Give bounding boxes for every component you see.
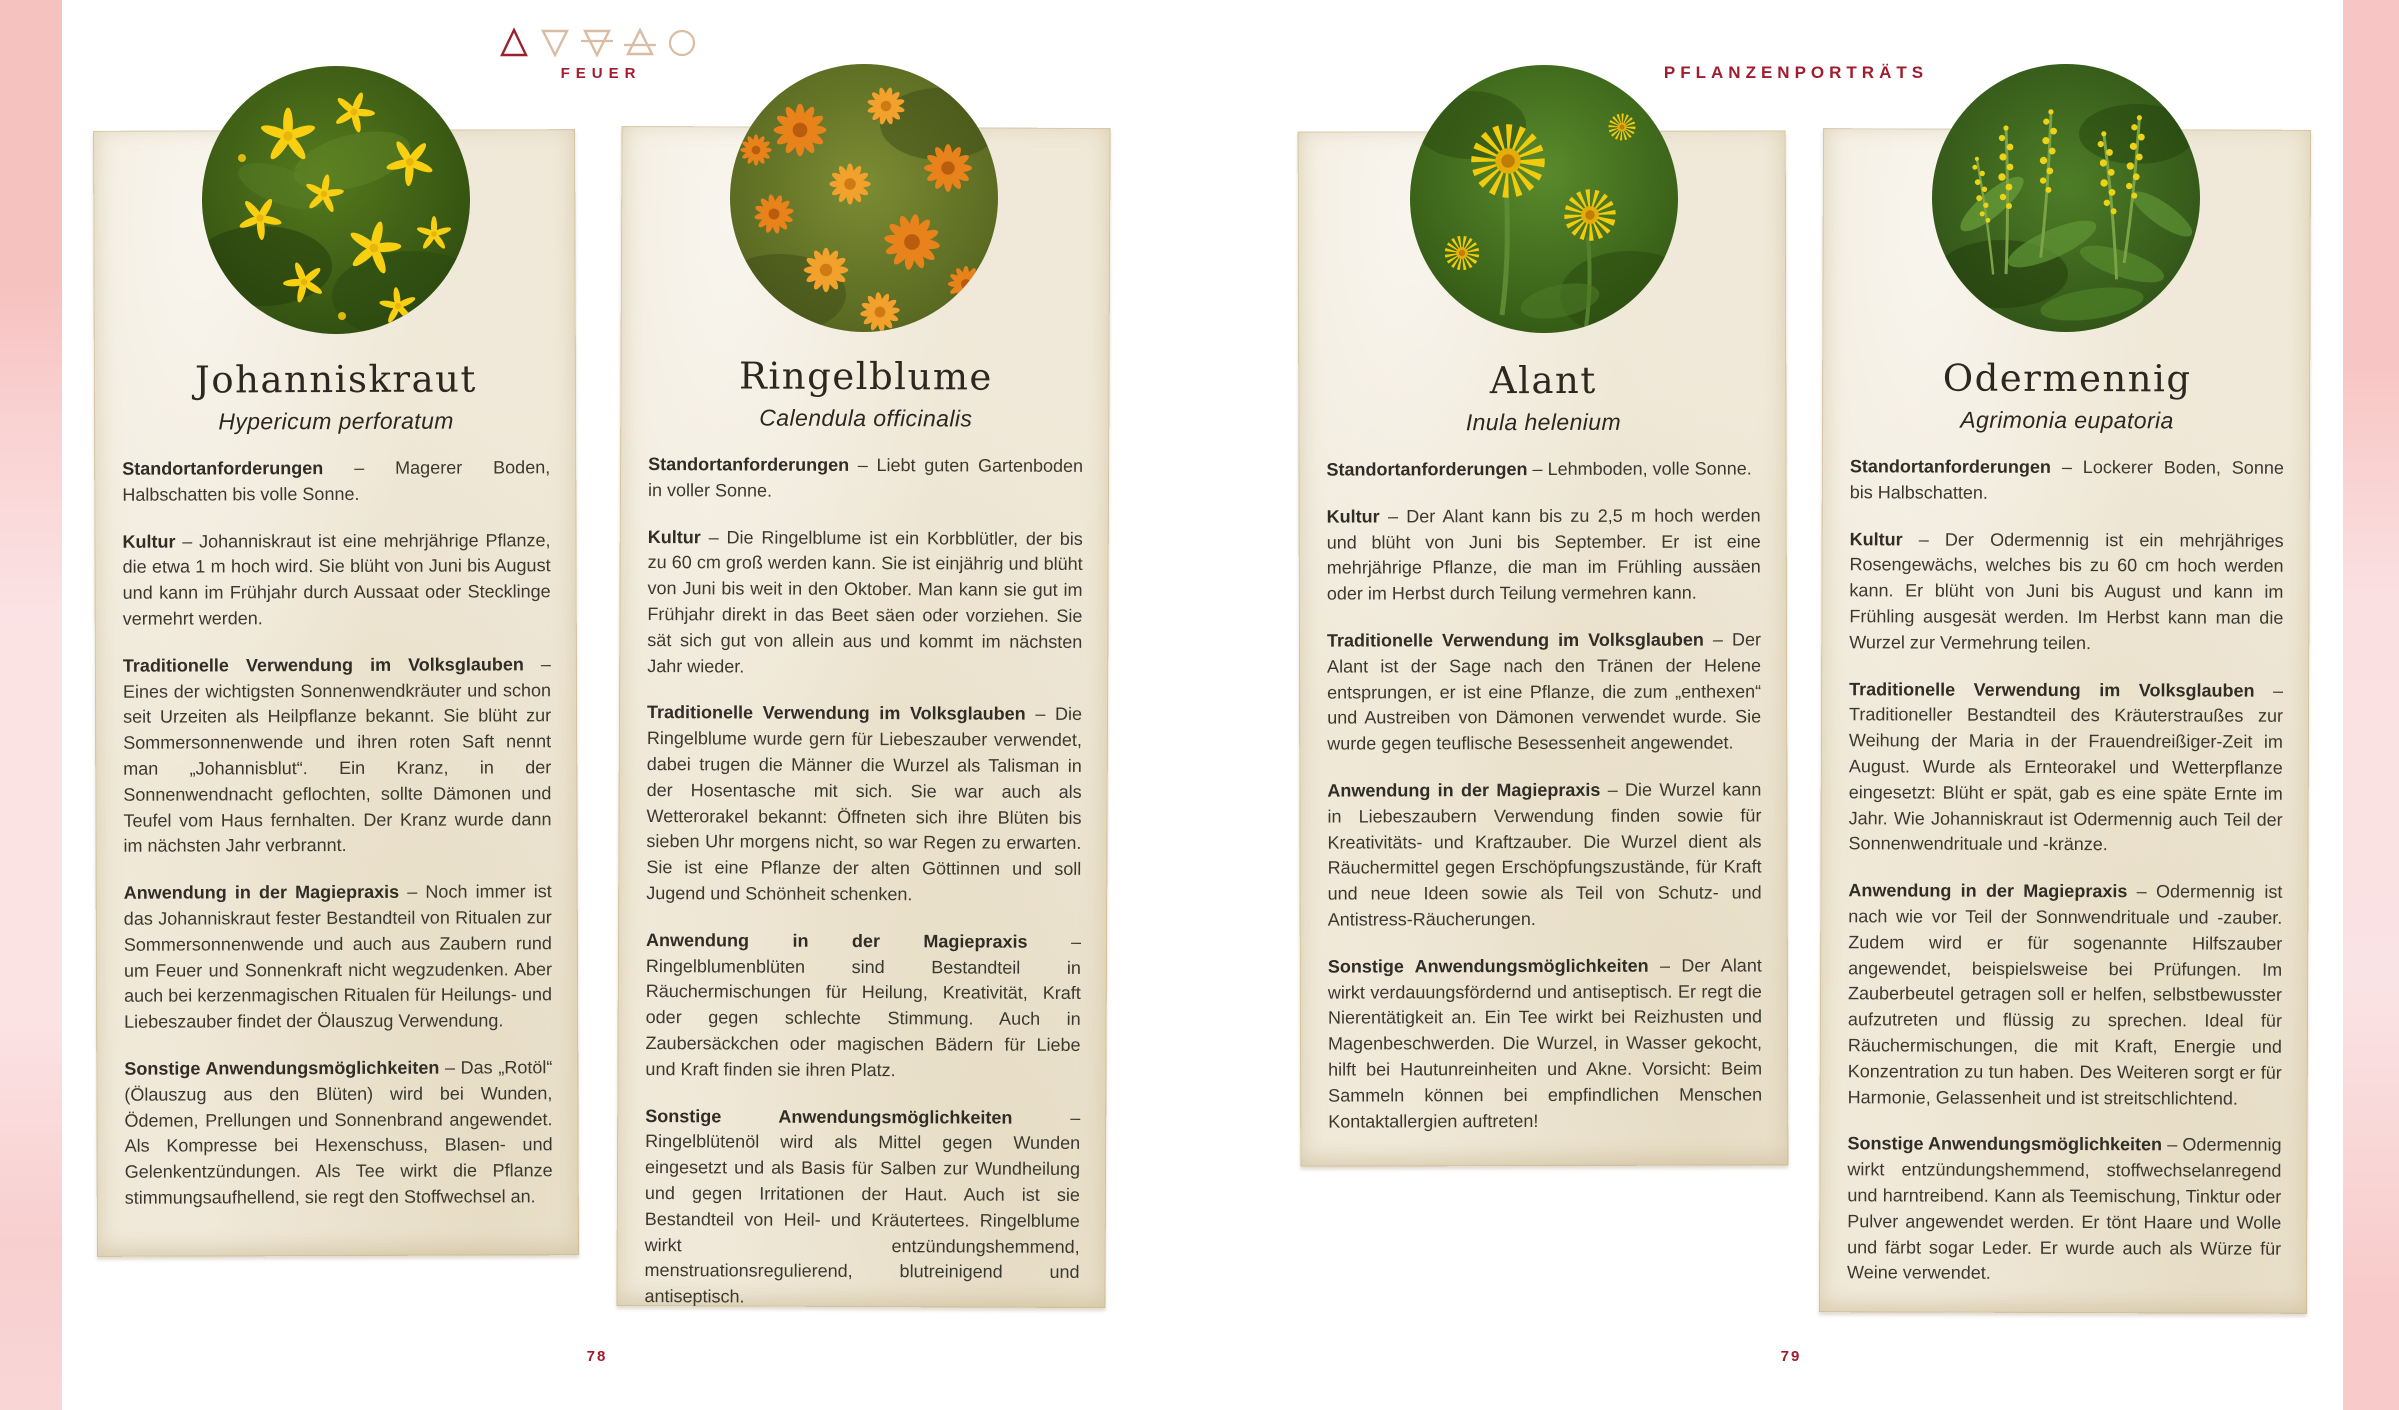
plant-name: Johanniskraut (194, 357, 477, 402)
section-text: – Der Alant wirkt verdauungsfördernd und antiseptisch. Er regt die Nierentätigkeit an. Ein Tee wirkt bei Reizhusten und Magenbeschwerden. Die Wurzel, in Wasser gekocht, hilft bei Hautunreinheiten und Akne. Vorsicht: Beim Sammeln können bei empfindlichen Menschen Kontaktallergien auftreten! (1327, 955, 1763, 1132)
element-symbols (448, 26, 748, 60)
section-text: – Magerer Boden, Halbschatten bis volle Sonne. (122, 457, 551, 505)
section-label: Kultur (1849, 528, 1903, 550)
plant-name: Odermennig (1942, 356, 2192, 401)
section-label: Sonstige Anwendungsmöglichkeiten (1327, 955, 1649, 977)
section-text: – Die Wurzel kann in Liebeszaubern Verwendung finden sowie für Kreativitäts- und Kraftzauber. Die Wurzel dient als Räuchermittel gegen Erschöpfungszustände, für Kraft und neue Ideen sowie als Teil von Schutz- und Antistress-Räucherungen. (1327, 779, 1762, 930)
plant-photo-ringelblume (730, 64, 998, 332)
chapter-header (448, 26, 748, 82)
section-label: Anwendung in der Magiepraxis (1848, 880, 2128, 902)
page-number-right: 79 (1780, 1348, 1802, 1365)
section-label: Traditionelle Verwendung im Volksglauben (646, 702, 1026, 725)
section-text: – Lockerer Boden, Sonne bis Halbschatten. (1849, 456, 2284, 503)
plant-name: Alant (1489, 358, 1597, 403)
section-label: Standortanforderungen (1326, 459, 1528, 480)
page-number-left: 78 (586, 1348, 608, 1365)
section-text: – Ringelblütenöl wird als Mittel gegen Wunden eingesetzt und als Basis für Salben zur Wundheilung und gegen Irritationen der Haut. Auch ist sie Bestandteil von Heil- und Kräutertees. Ringelblume wirkt entzündungshemmend, menstruationsregulierend, blutreinigend und antiseptisch. (644, 1107, 1081, 1307)
section-header: PFLANZENPORTRÄTS (1663, 63, 1929, 82)
section-text: – Eines der wichtigsten Sonnenwendkräuter und schon seit Urzeiten als Heilpflanze bekannt. Sie blüht zur Sommersonnenwende und ihren roten Saft nennt man „Johannisblut“. Ein Kranz, in der Sonnenwendnacht geflochten, sollte Dämonen und Teufel vom Haus fernhalten. Der Kranz wurde dann im nächsten Jahr verbrannt. (122, 654, 552, 857)
section-text: – Der Alant kann bis zu 2,5 m hoch werden und blüht von Juni bis September. Er ist eine mehrjährige Pflanze, die man im Frühling aussäen oder im Herbst durch Teilung vermehren kann. (1326, 505, 1761, 604)
section-text: – Das „Rotöl“ (Ölauszug aus den Blüten) wird bei Wunden, Ödemen, Prellungen und Sonnenbrand angewendet. Als Kompresse bei Hexenschuss, Blasen- und Gelenkentzündungen. Als Tee wirkt die Pflanze stimmungsaufhellend, sie regt den Stoffwechsel an. (124, 1057, 553, 1208)
section-label: Anwendung in der Magiepraxis (1327, 779, 1601, 801)
section-text: – Johanniskraut ist eine mehrjährige Pflanze, die etwa 1 m hoch wird. Sie blüht von Juni bis August und kann im Frühjahr durch Aussaat oder Stecklinge vermehrt werden. (122, 529, 551, 629)
water-triangle-icon (540, 26, 570, 60)
plant-name: Ringelblume (739, 354, 993, 399)
section-text: – Die Ringelblume wurde gern für Liebeszauber verwendet, dabei trugen die Männer die Wurzel als Talisman in der Hosentasche mit sich. Sie war auch als Wetterorakel bekannt: Öffneten sich ihre Blüten bis sieben Uhr morgens nicht, so war Regen zu erwarten. Sie ist eine Pflanze der alten Göttinnen und soll Jugend und Schönheit schenken. (646, 704, 1083, 905)
earth-triangle-icon (581, 26, 613, 60)
section-label: Kultur (1326, 506, 1380, 527)
section-label: Kultur (122, 531, 176, 552)
section-label: Traditionelle Verwendung im Volksglauben (1326, 629, 1704, 651)
section-label: Standortanforderungen (122, 458, 324, 479)
chapter-title: FEUER (560, 65, 642, 82)
section-text: – Der Alant ist der Sage nach den Tränen der Helene entsprungen, er ist eine Pflanze, die zum „enthexen“ und Austreiben von Dämonen verwendet wurde. Sie wurde gegen teuflische Besessenheit angewendet. (1327, 629, 1762, 754)
plant-photo-alant (1410, 65, 1678, 333)
fire-triangle-icon (499, 26, 529, 60)
section-label: Anwendung in der Magiepraxis (123, 881, 400, 903)
plant-latin-name: Inula helenium (1465, 408, 1622, 436)
section-text: – Liebt guten Gartenboden in voller Sonne. (647, 454, 1084, 501)
plant-photo-johanniskraut (202, 66, 470, 334)
section-text: – Lehmboden, volle Sonne. (1532, 458, 1752, 480)
watercolor-edge-left (0, 0, 62, 1410)
section-text: – Traditioneller Bestandteil des Kräuterstraußes zur Weihung der Maria in der Frauendreißiger-Zeit im August. Wurde als Ernteorakel und Wetterpflanze eingesetzt: Blüht er spät, gab es eine späte Ernte im Jahr. Wie Johanniskraut ist Odermennig auch Teil der Sonnenwendrituale und -kränze. (1848, 680, 2284, 855)
plant-photo-odermennig (1932, 64, 2200, 332)
section-label: Sonstige Anwendungsmöglichkeiten (1847, 1133, 2163, 1155)
section-text: – Odermennig ist nach wie vor Teil der Sonnwendrituale und -zauber. Zudem wird er für sogenannte Hilfszauber angewendet, beispielsweise bei Prüfungen. Im Zauberbeutel getragen soll er helfen, selbstbewusster aufzutreten und flüssig zu sprechen. Ideal für Räuchermischungen, die mit Kraft, Energie und Konzentration zu tun haben. Des Weiteren sorgt er für Harmonie, Gelassenheit und ist streitschlichtend. (1847, 881, 2283, 1109)
air-triangle-icon (624, 26, 656, 60)
watercolor-edge-right (2343, 0, 2399, 1410)
section-text: – Ringelblumenblüten sind Bestandteil in Räuchermischungen für Heilung, Kreativität, Kraft oder gegen schlechte Stimmung. Auch in Zaubersäckchen oder magischen Bädern für Liebe und Kraft finden sie ihren Platz. (645, 931, 1082, 1080)
plant-latin-name: Agrimonia eupatoria (1960, 406, 2174, 434)
section-text: – Der Odermennig ist ein mehrjähriges Rosengewächs, welches bis zu 60 cm hoch werden kann. Er blüht von Juni bis August und kann im Frühling ausgesät werden. Im Herbst kann man die Wurzel zur Vermehrung teilen. (1849, 529, 2284, 653)
section-label: Traditionelle Verwendung im Volksglauben (1849, 678, 2255, 701)
section-text: – Odermennig wirkt entzündungshemmend, stoffwechselanregend und harntreibend. Kann als Teemischung, Tinktur oder Pulver angewendet werden. Er tönt Haare und Wolle und färbt sogar Leder. Er wurde auch als Würze für Weine verwendet. (1847, 1134, 2282, 1284)
section-label: Standortanforderungen (648, 454, 850, 475)
section-text: – Die Ringelblume ist ein Korbblütler, der bis zu 60 cm groß werden kann. Sie ist einjährig und blüht von Juni bis weit in den Oktober. Man kann sie gut im Frühjahr direkt in das Beet säen oder vorziehen. Sie sät sich gut von allein aus und kommt im nächsten Jahr wieder. (647, 526, 1083, 677)
section-text: – Noch immer ist das Johanniskraut fester Bestandteil von Ritualen zur Sommersonnenwende und auch aus Zaubern rund um Feuer und Sonnenkraft nicht wegzudenken. Aber auch bei kerzenmagischen Ritualen für Heilungs- und Liebeszauber findet der Ölauszug Verwendung. (123, 881, 553, 1032)
plant-latin-name: Calendula officinalis (759, 404, 973, 432)
section-label: Sonstige Anwendungsmöglichkeiten (645, 1105, 1013, 1128)
circle-symbol-icon (667, 26, 697, 60)
plant-latin-name: Hypericum perforatum (218, 407, 454, 435)
section-label: Anwendung in der Magiepraxis (645, 929, 1028, 952)
section-label: Kultur (647, 526, 701, 547)
section-label: Sonstige Anwendungsmöglichkeiten (124, 1057, 440, 1079)
section-label: Traditionelle Verwendung im Volksglauben (122, 654, 524, 676)
section-label: Standortanforderungen (1849, 456, 2051, 477)
